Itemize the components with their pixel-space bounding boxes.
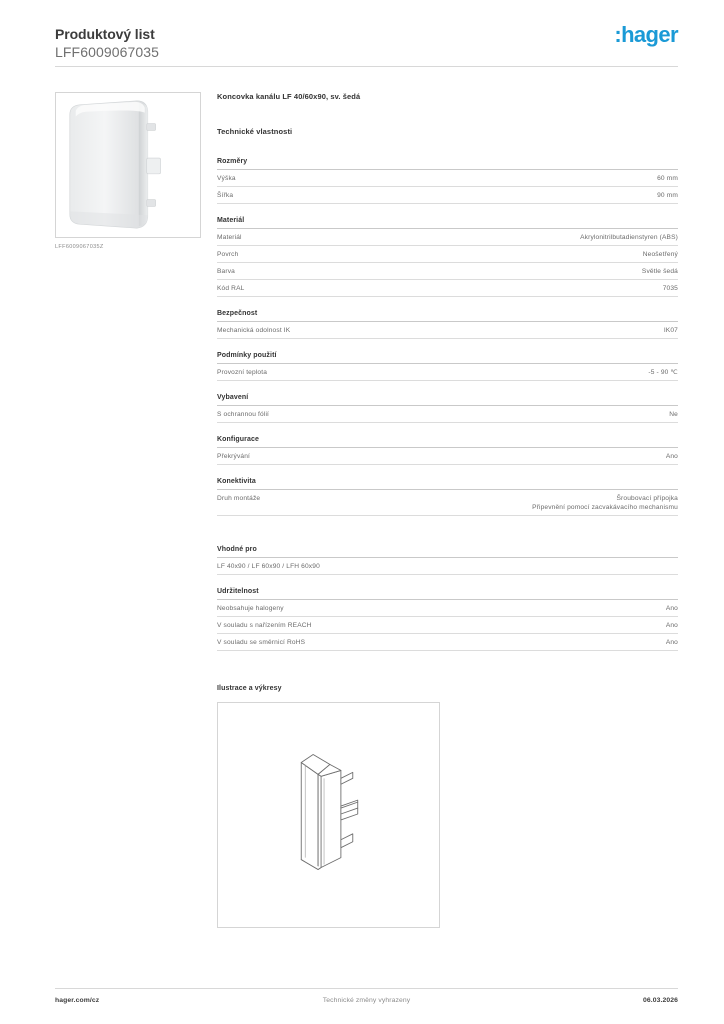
- spec-row: [217, 558, 678, 575]
- spec-row: [217, 490, 678, 516]
- spec-group: [217, 394, 678, 423]
- page-footer: [55, 997, 678, 1004]
- footer-divider: [55, 988, 678, 989]
- hager-logo: :hager: [614, 22, 678, 47]
- header-divider: [55, 66, 678, 67]
- spec-row-value: Akrylonitrilbutadienstyren (ABS): [580, 233, 678, 241]
- spec-row-label: Barva: [217, 267, 235, 275]
- spec-row-value: -5 - 90 ℃: [648, 368, 678, 376]
- spec-group-title: Konektivita: [217, 478, 678, 490]
- spec-group-title: Vybavení: [217, 394, 678, 406]
- spec-group-title: Konfigurace: [217, 436, 678, 448]
- spec-row-value: Ano: [665, 604, 678, 612]
- technical-drawing-box: [217, 702, 440, 928]
- spec-row-label: Šířka: [217, 191, 234, 199]
- spec-group: [217, 436, 678, 465]
- spec-group-list-primary: [217, 158, 678, 516]
- spec-row: [217, 170, 678, 187]
- header-titles: [55, 26, 159, 61]
- spec-row-label: S ochrannou fólií: [217, 410, 270, 418]
- spec-row-label: Materiál: [217, 233, 242, 241]
- spec-group: [217, 158, 678, 204]
- drawings-title: Ilustrace a výkresy: [217, 685, 282, 692]
- spec-row-value: Ano: [665, 638, 678, 646]
- spec-row: [217, 600, 678, 617]
- spec-group: [217, 352, 678, 381]
- spec-group: [217, 588, 678, 651]
- product-photo-caption: LFF6009067035Z: [55, 244, 104, 250]
- spec-row-value: 7035: [662, 284, 678, 292]
- spec-row-label: Druh montáže: [217, 494, 261, 502]
- spec-row-label: Překrývání: [217, 452, 251, 460]
- spec-row: [217, 634, 678, 651]
- spec-row-value: Neošetřený: [642, 250, 678, 258]
- spec-group-title: Vhodné pro: [217, 546, 678, 558]
- spec-row: [217, 280, 678, 297]
- spec-group-title: Bezpečnost: [217, 310, 678, 322]
- spec-row-label: Neobsahuje halogeny: [217, 604, 284, 612]
- spec-row: [217, 263, 678, 280]
- spec-row-value: Ano: [665, 621, 678, 629]
- product-photo-image: [56, 93, 200, 237]
- spec-group-title: Podmínky použití: [217, 352, 678, 364]
- spec-row-value: 90 mm: [657, 191, 678, 199]
- spec-row: [217, 617, 678, 634]
- footer-website[interactable]: hager.com/cz: [55, 997, 100, 1004]
- spec-row: [217, 322, 678, 339]
- product-photo: [55, 92, 201, 238]
- spec-group: [217, 478, 678, 516]
- spec-row-label: Provozní teplota: [217, 368, 268, 376]
- spec-group: [217, 310, 678, 339]
- spec-row: [217, 187, 678, 204]
- spec-row: [217, 406, 678, 423]
- spec-row: [217, 246, 678, 263]
- spec-group-title: Materiál: [217, 217, 678, 229]
- spec-row-label: LF 40x90 / LF 60x90 / LFH 60x90: [217, 562, 320, 570]
- product-name: Koncovka kanálu LF 40/60x90, sv. šedá: [217, 92, 361, 101]
- spec-row-label: V souladu se směrnicí RoHS: [217, 638, 306, 646]
- spec-row-label: Mechanická odolnost IK: [217, 326, 291, 334]
- section-title-technical: Technické vlastnosti: [217, 127, 293, 136]
- product-reference: LFF6009067035: [55, 44, 160, 60]
- spec-row-label: Povrch: [217, 250, 239, 258]
- footer-disclaimer: Technické změny vyhrazeny: [322, 997, 411, 1004]
- spec-row: [217, 229, 678, 246]
- spec-row-value: Ne: [669, 410, 678, 418]
- spec-group-title: Udržitelnost: [217, 588, 678, 600]
- page-header: [55, 22, 678, 66]
- spec-group-list-secondary: [217, 546, 678, 651]
- footer-date: 06.03.2026: [642, 997, 678, 1004]
- spec-row-label: Výška: [217, 174, 236, 182]
- spec-row-value: IK07: [663, 326, 678, 334]
- spec-row: [217, 364, 678, 381]
- technical-drawing-image: [218, 703, 439, 927]
- technical-content: [217, 92, 678, 928]
- spec-group-title: Rozměry: [217, 158, 678, 170]
- spec-row-label: V souladu s nařízením REACH: [217, 621, 312, 629]
- spec-row-value: 60 mm: [657, 174, 678, 182]
- spec-row-value: Ano: [665, 452, 678, 460]
- spec-group: [217, 217, 678, 297]
- spec-row-label: Kód RAL: [217, 284, 245, 292]
- spec-row: [217, 448, 678, 465]
- spec-row-value: Šroubovací přípojka Připevnění pomocí zacvakávacího mechanismu: [532, 494, 678, 511]
- page-title: Produktový list: [55, 26, 155, 42]
- spec-row-value: Světle šedá: [641, 267, 678, 275]
- drawings-section: [217, 685, 678, 928]
- spec-group: [217, 546, 678, 575]
